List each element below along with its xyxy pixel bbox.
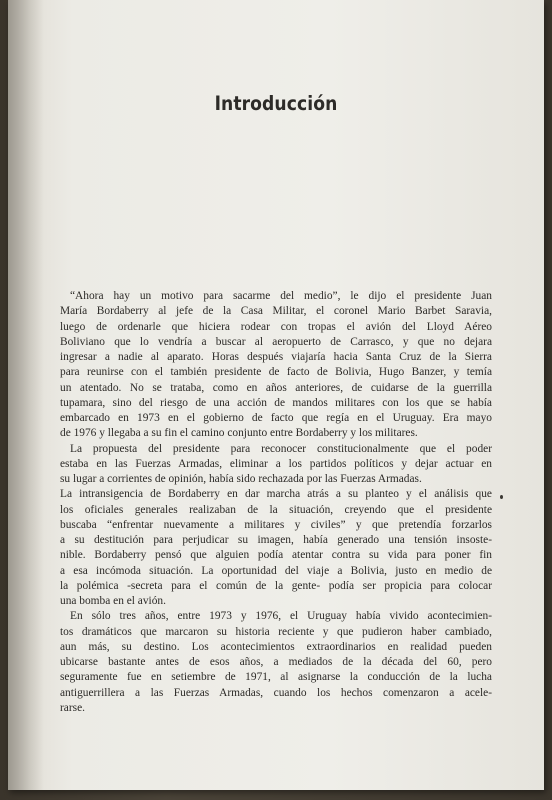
text-line: a esa incómoda situación. La oportunidad del viaje a Bolivia, justo en medio de: [60, 564, 492, 577]
body-text: [60, 289, 492, 716]
text-line: tos dramáticos que marcaron su historia reciente y que pudieron haber cambiado,: [60, 625, 492, 638]
text-line: un atentado. No se trataba, como en años anteriores, de cuidarse de la guerrilla: [60, 381, 492, 394]
text-line: ubicarse bastante antes de esos años, a mediados de la década del 60, pero: [60, 656, 492, 668]
text-line: tupamara, sino del riesgo de una acción de mandos militares con los que se había: [60, 396, 492, 409]
text-line: aun más, su destino. Los acontecimientos extraordinarios en realidad pueden: [60, 640, 492, 653]
text-line: luego de ordenarle que hiciera rodear con tropas el avión del Lloyd Aéreo: [60, 320, 492, 333]
book-page: [8, 0, 544, 790]
page-title: Introducción: [214, 92, 338, 115]
text-line: Boliviano que lo vendría a buscar al aeropuerto de Carrasco, y que no dejara: [60, 335, 492, 348]
text-line: En sólo tres años, entre 1973 y 1976, el Uruguay había vivido acontecimien-: [70, 610, 492, 623]
text-line: buscaba “enfrentar nuevamente a militares y civiles” y que pretendía forzarlos: [60, 518, 492, 531]
text-line: antiguerrillera a las Fuerzas Armadas, cuando los hechos comenzaron a acele-: [60, 686, 492, 699]
text-line: de 1976 y llegaba a su fin el camino conjunto entre Bordaberry y los militares.: [60, 427, 418, 440]
text-line: seguramente fue en setiembre de 1971, al asignarse la conducción de la lucha: [60, 671, 492, 684]
text-line: la polémica -secreta para el común de la gente- podía ser propicia para colocar: [60, 579, 492, 592]
text-line: para reunirse con el también presidente de facto de Bolivia, Hugo Banzer, y temía: [60, 366, 492, 379]
text-line: nible. Bordaberry pensó que alguien podía atentar contra su vida para poner fin: [60, 549, 492, 562]
text-line: su lugar a corrientes de opinión, había sido rechazada por las Fuerzas Armadas.: [60, 473, 422, 485]
text-line: rarse.: [60, 701, 85, 714]
text-line: La intransigencia de Bordaberry en dar marcha atrás a su planteo y el análisis que: [60, 488, 492, 501]
text-line: ingresar a nadie al aparato. Horas después viajaría hacia Santa Cruz de la Sierra: [60, 351, 492, 363]
text-line: La propuesta del presidente para reconocer constitucionalmente que el poder: [70, 442, 492, 455]
paper-speck: [500, 495, 503, 499]
text-line: estaba en las Fuerzas Armadas, eliminar a los partidos políticos y dejar actuar en: [60, 457, 492, 470]
text-line: los oficiales generales realizaban de la situación, creyendo que el presidente: [60, 503, 492, 516]
text-line: a su destitución para perjudicar su imagen, había generado una tensión insoste-: [60, 534, 492, 546]
text-line: una bomba en el avión.: [60, 595, 166, 607]
text-line: María Bordaberry al jefe de la Casa Militar, el coronel Mario Barbet Saravia,: [60, 305, 492, 318]
page-gutter-shadow: [8, 0, 44, 790]
text-line: “Ahora hay un motivo para sacarme del medio”, le dijo el presidente Juan: [70, 290, 492, 302]
text-line: embarcado en 1973 en el gobierno de facto que regía en el Uruguay. Era mayo: [60, 412, 492, 424]
